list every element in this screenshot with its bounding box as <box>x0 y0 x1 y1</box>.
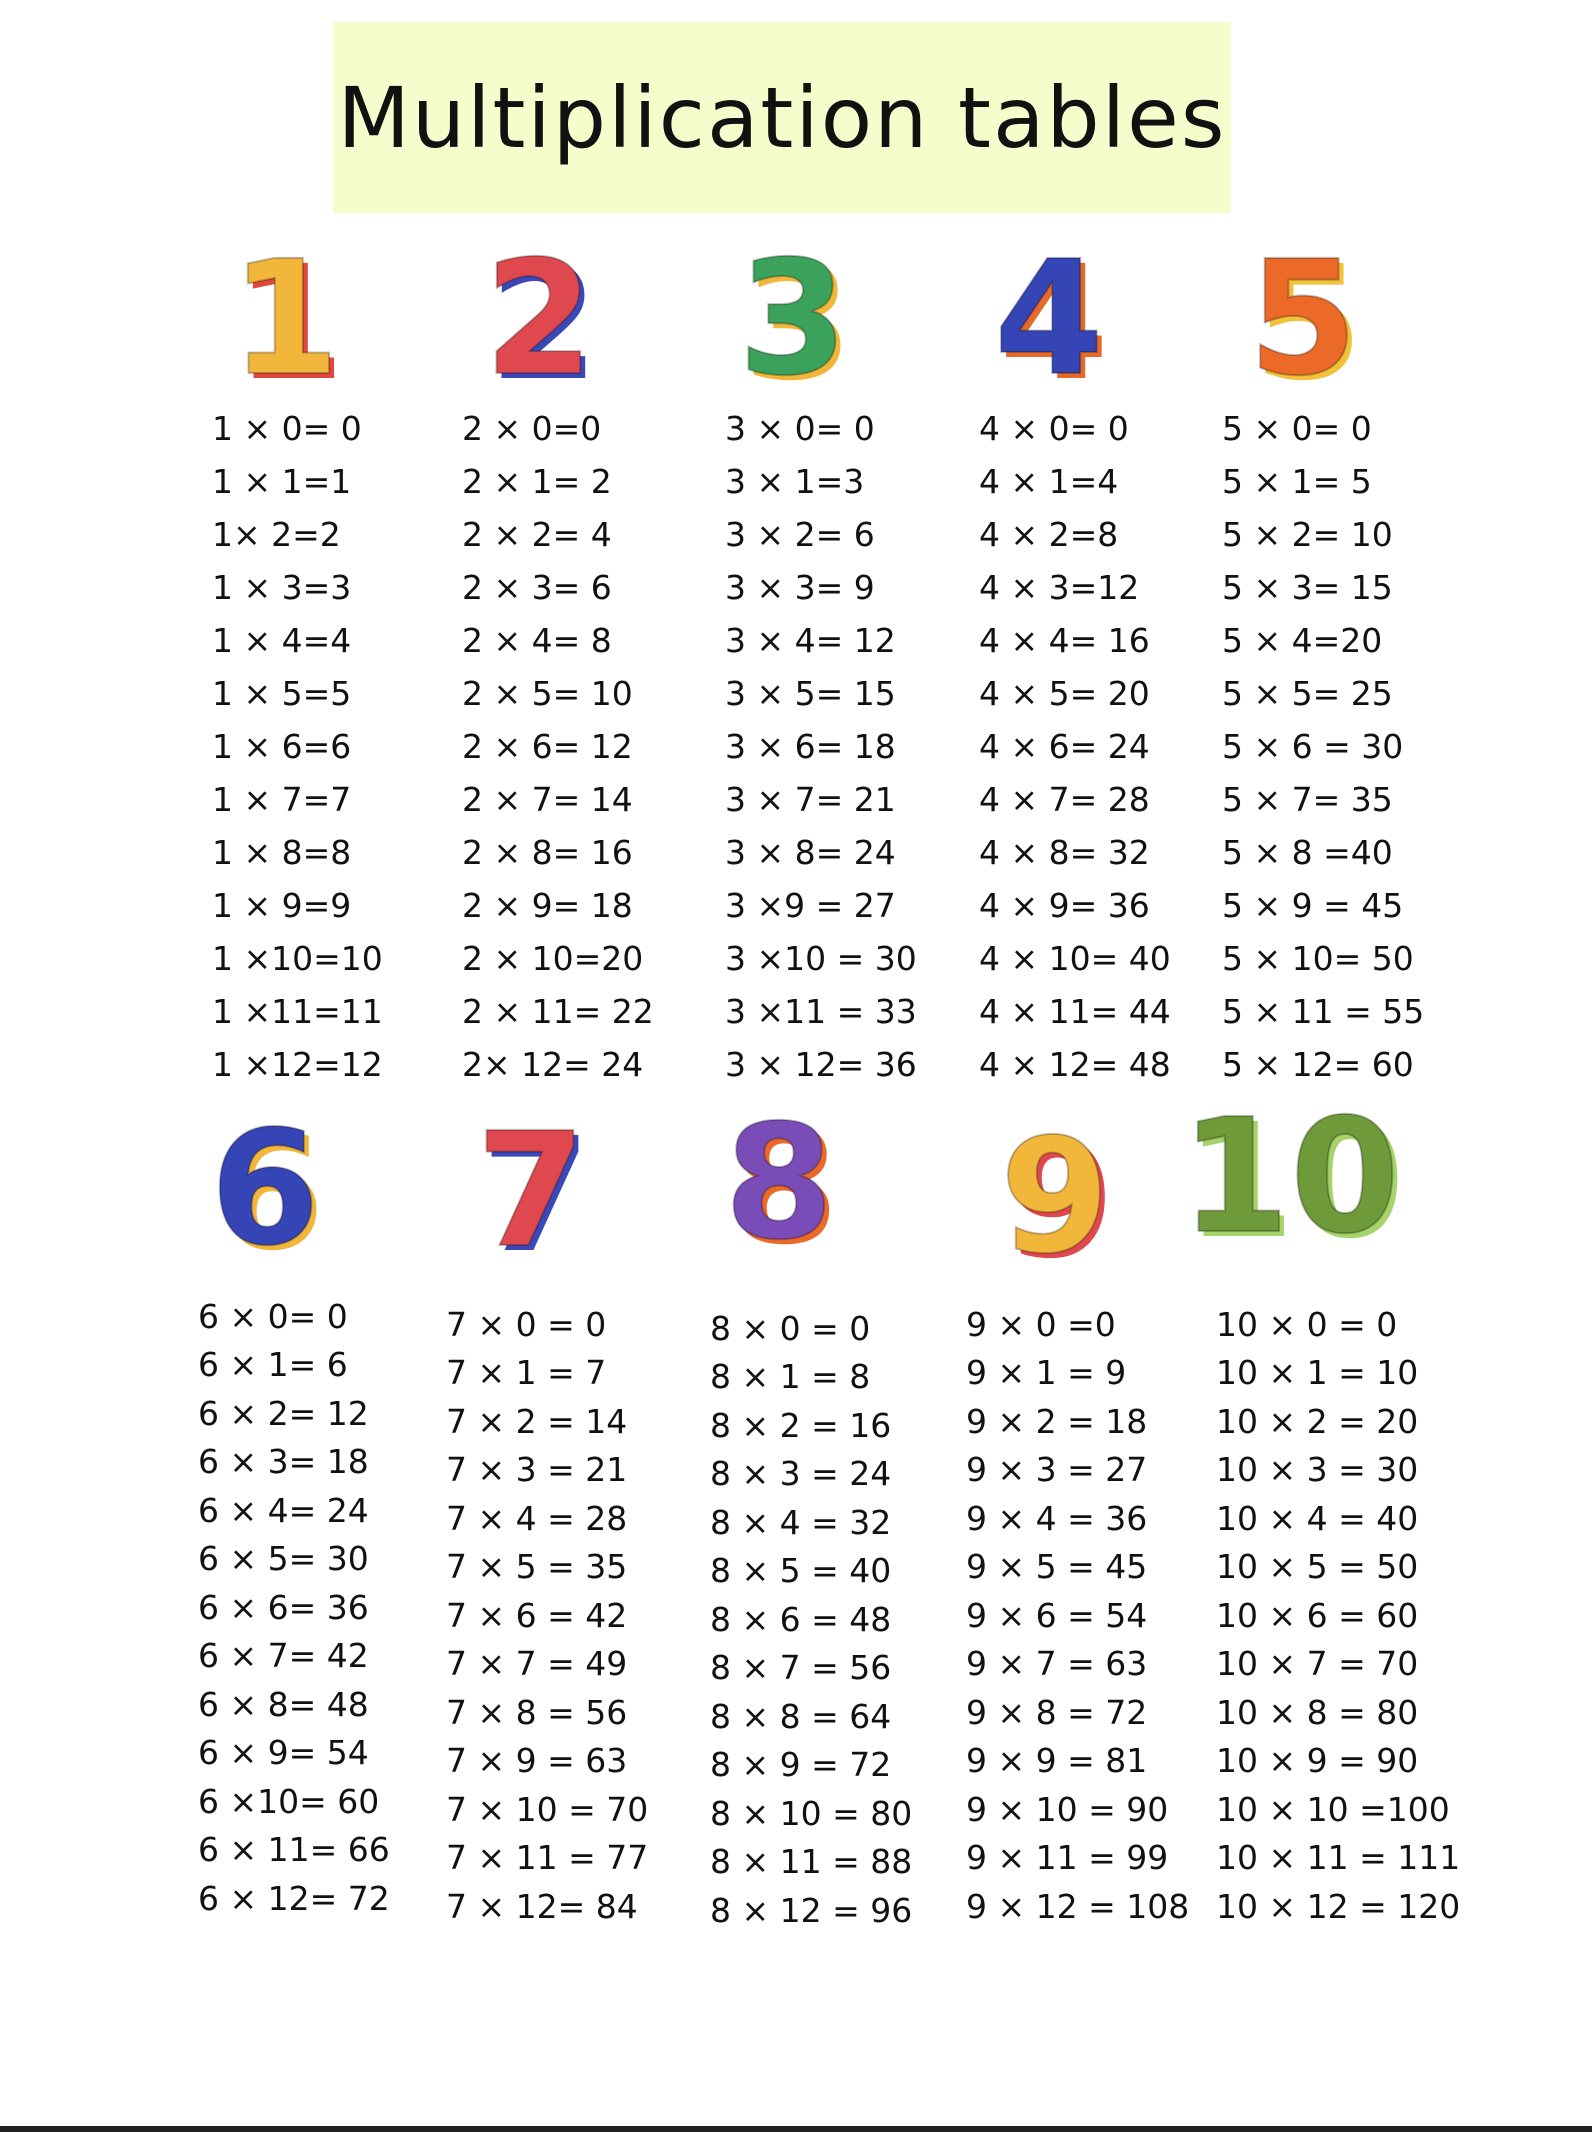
equation-row: 4 × 4= 16 <box>979 621 1150 660</box>
equation-row: 8 × 1 = 8 <box>710 1357 871 1397</box>
table-number-10: 10 <box>1180 1085 1400 1269</box>
equation-row: 10 × 11 = 111 <box>1216 1838 1461 1878</box>
equation-row: 1× 2=2 <box>212 515 341 554</box>
equation-row: 7 × 7 = 49 <box>446 1644 628 1684</box>
equation-row: 7 × 11 = 77 <box>446 1838 649 1878</box>
table-number-2: 2 <box>484 227 594 411</box>
equation-row: 10 × 10 =100 <box>1216 1789 1450 1829</box>
equation-row: 5 × 7= 35 <box>1222 780 1393 819</box>
equation-row: 4 × 9= 36 <box>979 886 1150 925</box>
equation-row: 7 × 3 = 21 <box>446 1450 628 1490</box>
equation-row: 2 × 11= 22 <box>462 992 654 1031</box>
equation-row: 9 × 9 = 81 <box>966 1741 1148 1781</box>
equation-row: 7 × 10 = 70 <box>446 1789 649 1829</box>
equation-row: 1 × 7=7 <box>212 780 352 819</box>
equation-row: 3 ×9 = 27 <box>725 886 896 925</box>
equation-row: 10 × 4 = 40 <box>1216 1498 1419 1538</box>
equation-row: 9 × 4 = 36 <box>966 1498 1148 1538</box>
equation-row: 3 × 5= 15 <box>725 674 896 713</box>
equation-row: 9 × 6 = 54 <box>966 1595 1148 1635</box>
equation-row: 9 × 8 = 72 <box>966 1692 1148 1732</box>
equation-list-10 <box>1216 1300 1460 1931</box>
equation-row: 2 × 5= 10 <box>462 674 633 713</box>
equation-row: 6 × 11= 66 <box>198 1830 390 1870</box>
equation-row: 3 × 0= 0 <box>725 409 875 448</box>
equation-row: 8 × 0 = 0 <box>710 1308 871 1348</box>
equation-row: 6 × 9= 54 <box>198 1733 369 1773</box>
equation-row: 6 × 3= 18 <box>198 1442 369 1482</box>
equation-row: 3 × 4= 12 <box>725 621 896 660</box>
equation-row: 7 × 8 = 56 <box>446 1692 628 1732</box>
table-number-5: 5 <box>1248 227 1358 411</box>
equation-row: 1 ×11=11 <box>212 992 383 1031</box>
equation-row: 2 × 6= 12 <box>462 727 633 766</box>
equation-row: 2 × 1= 2 <box>462 462 612 501</box>
equation-row: 6 × 1= 6 <box>198 1345 348 1385</box>
equation-list-6 <box>198 1292 390 1923</box>
equation-row: 1 ×10=10 <box>212 939 383 978</box>
equation-row: 4 × 8= 32 <box>979 833 1150 872</box>
equation-row: 10 × 3 = 30 <box>1216 1450 1419 1490</box>
equation-row: 6 × 4= 24 <box>198 1490 369 1530</box>
equation-row: 8 × 12 = 96 <box>710 1890 913 1930</box>
equation-row: 5 × 8 =40 <box>1222 833 1393 872</box>
page-title: Multiplication tables <box>337 68 1227 167</box>
equation-row: 6 × 0= 0 <box>198 1296 348 1336</box>
equation-row: 1 × 6=6 <box>212 727 352 766</box>
equation-row: 8 × 8 = 64 <box>710 1696 892 1736</box>
equation-row: 5 × 0= 0 <box>1222 409 1372 448</box>
equation-row: 1 ×12=12 <box>212 1045 383 1084</box>
equation-row: 9 × 5 = 45 <box>966 1547 1148 1587</box>
equation-row: 4 × 10= 40 <box>979 939 1171 978</box>
equation-row: 3 ×10 = 30 <box>725 939 917 978</box>
equation-row: 10 × 5 = 50 <box>1216 1547 1419 1587</box>
equation-row: 6 × 2= 12 <box>198 1393 369 1433</box>
table-number-6: 6 <box>210 1097 320 1281</box>
table-number-9: 9 <box>1000 1105 1110 1289</box>
table-number-3: 3 <box>738 227 848 411</box>
bottom-border <box>0 2126 1592 2132</box>
equation-list-2 <box>462 402 654 1091</box>
equation-row: 8 × 9 = 72 <box>710 1745 892 1785</box>
equation-row: 3 × 12= 36 <box>725 1045 917 1084</box>
equation-row: 9 × 11 = 99 <box>966 1838 1169 1878</box>
equation-row: 10 × 6 = 60 <box>1216 1595 1419 1635</box>
equation-row: 8 × 7 = 56 <box>710 1648 892 1688</box>
equation-row: 1 × 1=1 <box>212 462 352 501</box>
equation-row: 3 × 7= 21 <box>725 780 896 819</box>
equation-row: 4 × 3=12 <box>979 568 1140 607</box>
title-banner <box>333 22 1231 213</box>
equation-row: 2 × 8= 16 <box>462 833 633 872</box>
equation-row: 5 × 9 = 45 <box>1222 886 1404 925</box>
equation-row: 1 × 0= 0 <box>212 409 362 448</box>
equation-list-9 <box>966 1300 1189 1931</box>
equation-row: 10 × 7 = 70 <box>1216 1644 1419 1684</box>
equation-row: 4 × 1=4 <box>979 462 1119 501</box>
equation-row: 6 × 8= 48 <box>198 1684 369 1724</box>
equation-row: 1 × 9=9 <box>212 886 352 925</box>
equation-row: 8 × 4 = 32 <box>710 1502 892 1542</box>
equation-list-4 <box>979 402 1171 1091</box>
equation-row: 4 × 5= 20 <box>979 674 1150 713</box>
equation-row: 6 ×10= 60 <box>198 1781 380 1821</box>
equation-row: 7 × 12= 84 <box>446 1886 638 1926</box>
equation-row: 3 × 8= 24 <box>725 833 896 872</box>
equation-row: 1 × 8=8 <box>212 833 352 872</box>
equation-row: 9 × 1 = 9 <box>966 1353 1127 1393</box>
equation-list-8 <box>710 1304 912 1935</box>
equation-row: 7 × 6 = 42 <box>446 1595 628 1635</box>
table-number-4: 4 <box>994 227 1104 411</box>
equation-row: 6 × 12= 72 <box>198 1878 390 1918</box>
equation-row: 10 × 1 = 10 <box>1216 1353 1419 1393</box>
equation-row: 5 × 4=20 <box>1222 621 1383 660</box>
equation-row: 3 × 3= 9 <box>725 568 875 607</box>
equation-row: 4 × 2=8 <box>979 515 1119 554</box>
equation-row: 9 × 3 = 27 <box>966 1450 1148 1490</box>
equation-row: 8 × 11 = 88 <box>710 1842 913 1882</box>
equation-row: 8 × 2 = 16 <box>710 1405 892 1445</box>
equation-row: 9 × 2 = 18 <box>966 1401 1148 1441</box>
equation-row: 6 × 6= 36 <box>198 1587 369 1627</box>
equation-row: 4 × 6= 24 <box>979 727 1150 766</box>
table-number-8: 8 <box>724 1091 834 1275</box>
equation-row: 7 × 9 = 63 <box>446 1741 628 1781</box>
equation-row: 5 × 10= 50 <box>1222 939 1414 978</box>
equation-row: 7 × 5 = 35 <box>446 1547 628 1587</box>
equation-row: 5 × 3= 15 <box>1222 568 1393 607</box>
equation-row: 6 × 7= 42 <box>198 1636 369 1676</box>
equation-row: 1 × 5=5 <box>212 674 352 713</box>
equation-row: 7 × 2 = 14 <box>446 1401 628 1441</box>
equation-list-3 <box>725 402 917 1091</box>
equation-row: 7 × 0 = 0 <box>446 1304 607 1344</box>
equation-row: 2 × 10=20 <box>462 939 644 978</box>
equation-row: 3 × 1=3 <box>725 462 865 501</box>
equation-row: 4 × 0= 0 <box>979 409 1129 448</box>
equation-row: 2 × 7= 14 <box>462 780 633 819</box>
equation-row: 5 × 6 = 30 <box>1222 727 1404 766</box>
equation-row: 10 × 0 = 0 <box>1216 1304 1398 1344</box>
table-number-7: 7 <box>476 1099 586 1283</box>
table-number-1: 1 <box>230 227 340 411</box>
equation-row: 1 × 4=4 <box>212 621 352 660</box>
equation-row: 10 × 2 = 20 <box>1216 1401 1419 1441</box>
equation-row: 7 × 4 = 28 <box>446 1498 628 1538</box>
equation-row: 2× 12= 24 <box>462 1045 644 1084</box>
equation-list-5 <box>1222 402 1424 1091</box>
equation-row: 3 ×11 = 33 <box>725 992 917 1031</box>
equation-row: 9 × 10 = 90 <box>966 1789 1169 1829</box>
equation-row: 5 × 2= 10 <box>1222 515 1393 554</box>
equation-row: 3 × 2= 6 <box>725 515 875 554</box>
equation-row: 2 × 2= 4 <box>462 515 612 554</box>
equation-row: 4 × 7= 28 <box>979 780 1150 819</box>
equation-row: 1 × 3=3 <box>212 568 352 607</box>
equation-row: 8 × 6 = 48 <box>710 1599 892 1639</box>
equation-row: 2 × 3= 6 <box>462 568 612 607</box>
equation-row: 3 × 6= 18 <box>725 727 896 766</box>
equation-row: 2 × 9= 18 <box>462 886 633 925</box>
equation-row: 8 × 3 = 24 <box>710 1454 892 1494</box>
equation-list-1 <box>212 402 383 1091</box>
equation-row: 8 × 5 = 40 <box>710 1551 892 1591</box>
equation-row: 5 × 12= 60 <box>1222 1045 1414 1084</box>
equation-row: 9 × 7 = 63 <box>966 1644 1148 1684</box>
equation-row: 9 × 0 =0 <box>966 1304 1116 1344</box>
equation-row: 5 × 11 = 55 <box>1222 992 1425 1031</box>
equation-row: 8 × 10 = 80 <box>710 1793 913 1833</box>
equation-row: 4 × 11= 44 <box>979 992 1171 1031</box>
equation-row: 2 × 4= 8 <box>462 621 612 660</box>
equation-row: 6 × 5= 30 <box>198 1539 369 1579</box>
equation-row: 9 × 12 = 108 <box>966 1886 1190 1926</box>
equation-row: 5 × 5= 25 <box>1222 674 1393 713</box>
equation-row: 10 × 8 = 80 <box>1216 1692 1419 1732</box>
equation-row: 2 × 0=0 <box>462 409 602 448</box>
equation-row: 10 × 12 = 120 <box>1216 1886 1461 1926</box>
equation-list-7 <box>446 1300 648 1931</box>
equation-row: 4 × 12= 48 <box>979 1045 1171 1084</box>
equation-row: 5 × 1= 5 <box>1222 462 1372 501</box>
equation-row: 7 × 1 = 7 <box>446 1353 607 1393</box>
equation-row: 10 × 9 = 90 <box>1216 1741 1419 1781</box>
